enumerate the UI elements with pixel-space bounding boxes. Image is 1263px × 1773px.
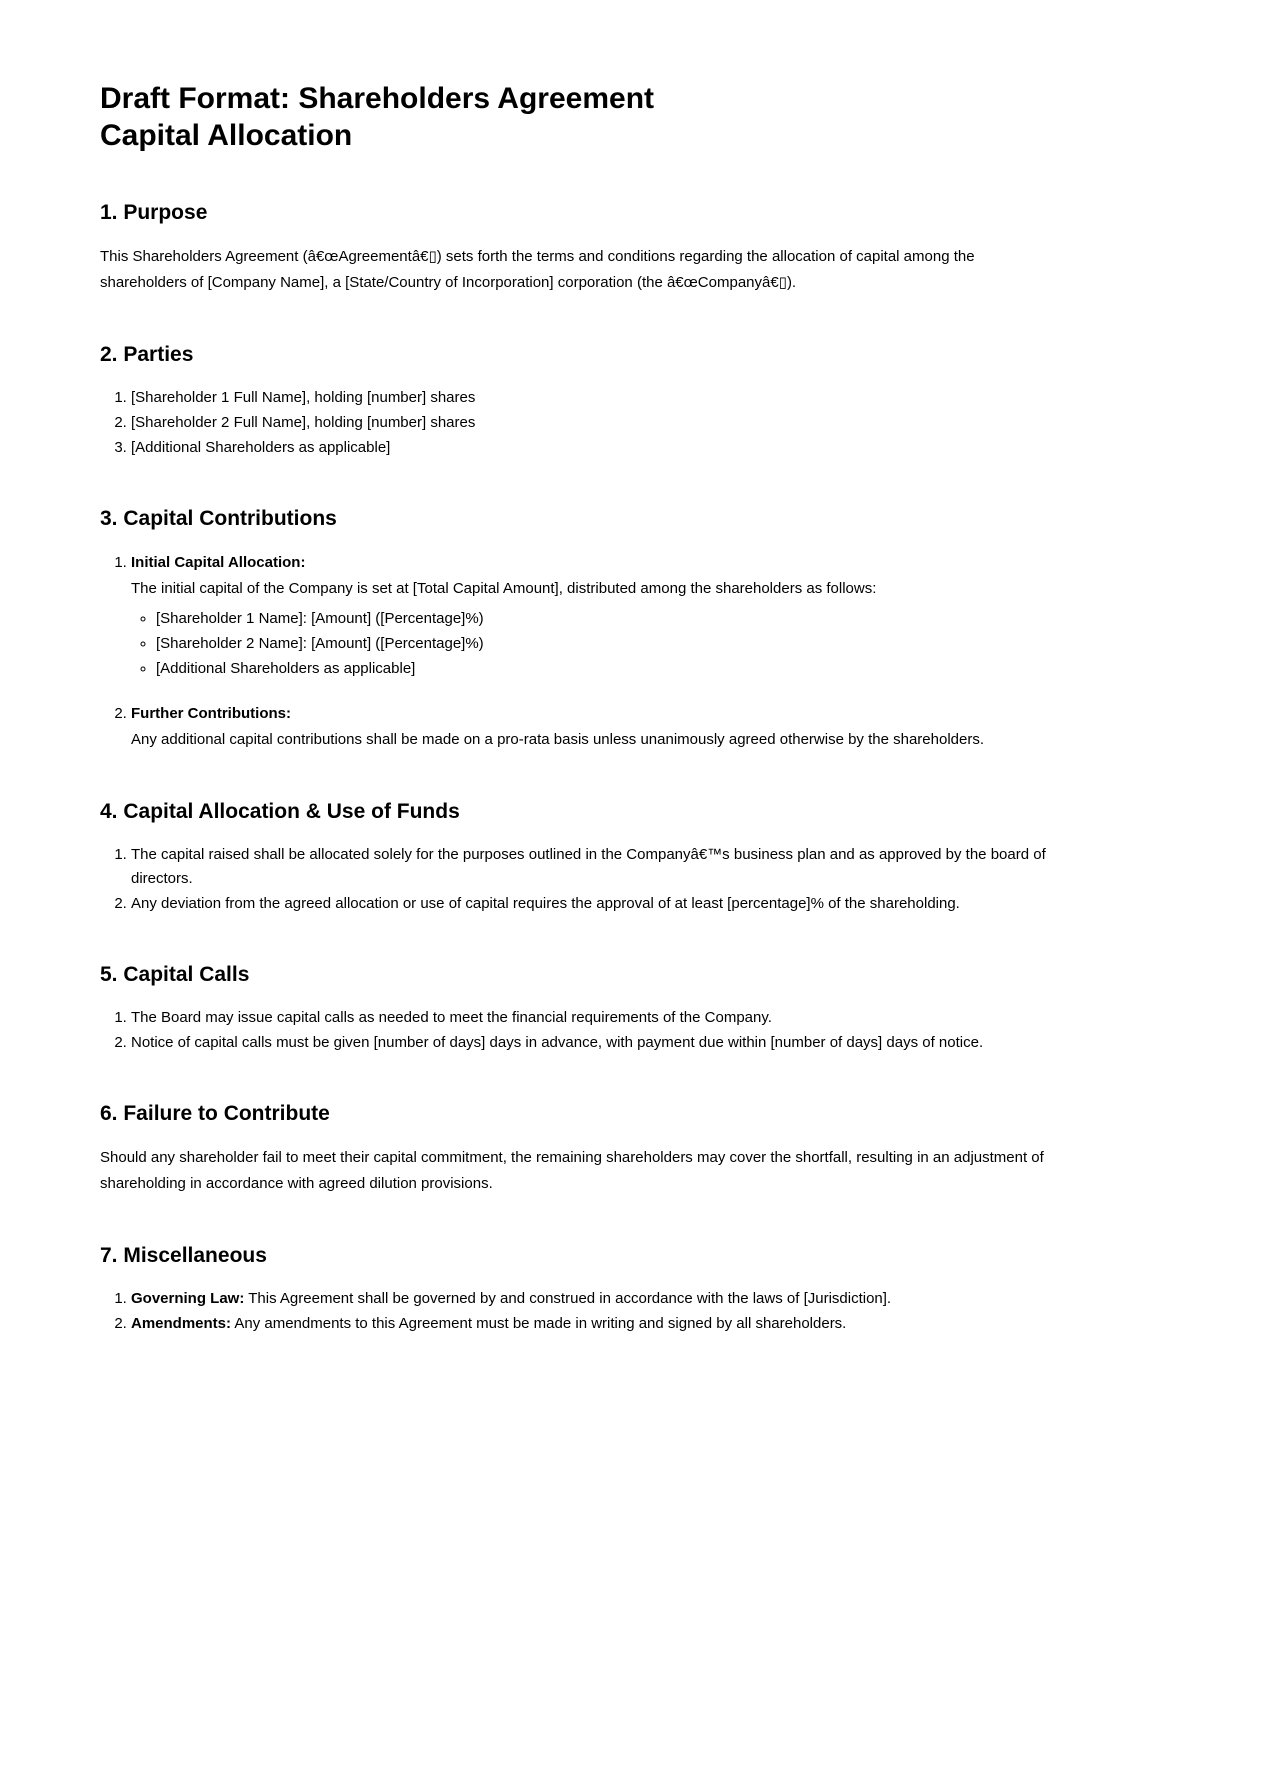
capital-calls-list xyxy=(100,1006,1050,1055)
list-item: 2. [Shareholder 2 Full Name], holding [number] shares xyxy=(131,411,1050,435)
list-item-text: Any additional capital contributions shall be made on a pro-rata basis unless unanimously agreed otherwise by the shareholders. xyxy=(131,731,985,748)
section-heading-purpose: 1. Purpose xyxy=(100,201,208,224)
document-title xyxy=(100,80,1050,154)
section-heading-miscellaneous: 7. Miscellaneous xyxy=(100,1244,267,1267)
parties-list xyxy=(100,386,1050,460)
purpose-paragraph: This Shareholders Agreement (â€œAgreementâ€▯) sets forth the terms and conditions regarding the allocation of capital among the shareholders of [Company Name], a [State/Country of Incorporation] corporation (the â€œCompanyâ€▯). xyxy=(100,248,975,291)
list-item-text: The initial capital of the Company is set at [Total Capital Amount], distributed among the shareholders as follows: xyxy=(131,580,877,597)
list-item xyxy=(131,1287,1050,1311)
list-item-label: Amendments: xyxy=(131,1315,232,1332)
list-item xyxy=(131,550,1050,681)
miscellaneous-list xyxy=(100,1287,1050,1336)
list-item: ◦ [Shareholder 2 Name]: [Amount] ([Percentage]%) xyxy=(156,631,1050,656)
list-item: 2. Notice of capital calls must be given [number of days] days in advance, with payment due within [number of days] days of notice. xyxy=(131,1031,1050,1055)
list-item: ◦ [Additional Shareholders as applicable] xyxy=(156,656,1050,681)
list-item-label: 2. Further Contributions: xyxy=(131,705,291,722)
list-item-text: Any amendments to this Agreement must be made in writing and signed by all shareholders. xyxy=(231,1315,847,1332)
section-heading-capital-contributions: 3. Capital Contributions xyxy=(100,507,337,530)
failure-paragraph: Should any shareholder fail to meet their capital commitment, the remaining shareholders may cover the shortfall, resulting in an adjustment of shareholding in accordance with agreed dilution provisions. xyxy=(100,1149,1044,1192)
list-item: ◦ [Shareholder 1 Name]: [Amount] ([Percentage]%) xyxy=(156,606,1050,631)
document-content xyxy=(100,80,1050,1336)
section-heading-parties: 2. Parties xyxy=(100,343,194,366)
list-item-label: Governing Law: xyxy=(131,1290,245,1307)
document-title-line-2: Capital Allocation xyxy=(100,119,353,152)
list-item-label: 1. Initial Capital Allocation: xyxy=(131,554,306,571)
section-heading-allocation-use: 4. Capital Allocation & Use of Funds xyxy=(100,800,460,823)
section-heading-failure-to-contribute: 6. Failure to Contribute xyxy=(100,1102,330,1125)
list-item-text: This Agreement shall be governed by and construed in accordance with the laws of [Jurisdiction]. xyxy=(244,1290,892,1307)
list-item: 2. Any deviation from the agreed allocation or use of capital requires the approval of at least [percentage]% of the shareholding. xyxy=(131,892,1050,916)
list-item: 1. [Shareholder 1 Full Name], holding [number] shares xyxy=(131,386,1050,410)
initial-allocation-sublist xyxy=(131,606,1050,681)
list-item xyxy=(131,701,1050,753)
section-heading-capital-calls: 5. Capital Calls xyxy=(100,963,250,986)
list-item xyxy=(131,1312,1050,1336)
capital-contributions-list xyxy=(100,550,1050,753)
list-item: 3. [Additional Shareholders as applicable] xyxy=(131,436,1050,460)
allocation-use-list xyxy=(100,843,1050,916)
list-item: 1. The capital raised shall be allocated solely for the purposes outlined in the Companyâ€™s business plan and as approved by the board of directors. xyxy=(131,843,1050,891)
document-title-line-1: Draft Format: Shareholders Agreement xyxy=(100,82,655,115)
list-item: 1. The Board may issue capital calls as needed to meet the financial requirements of the Company. xyxy=(131,1006,1050,1030)
